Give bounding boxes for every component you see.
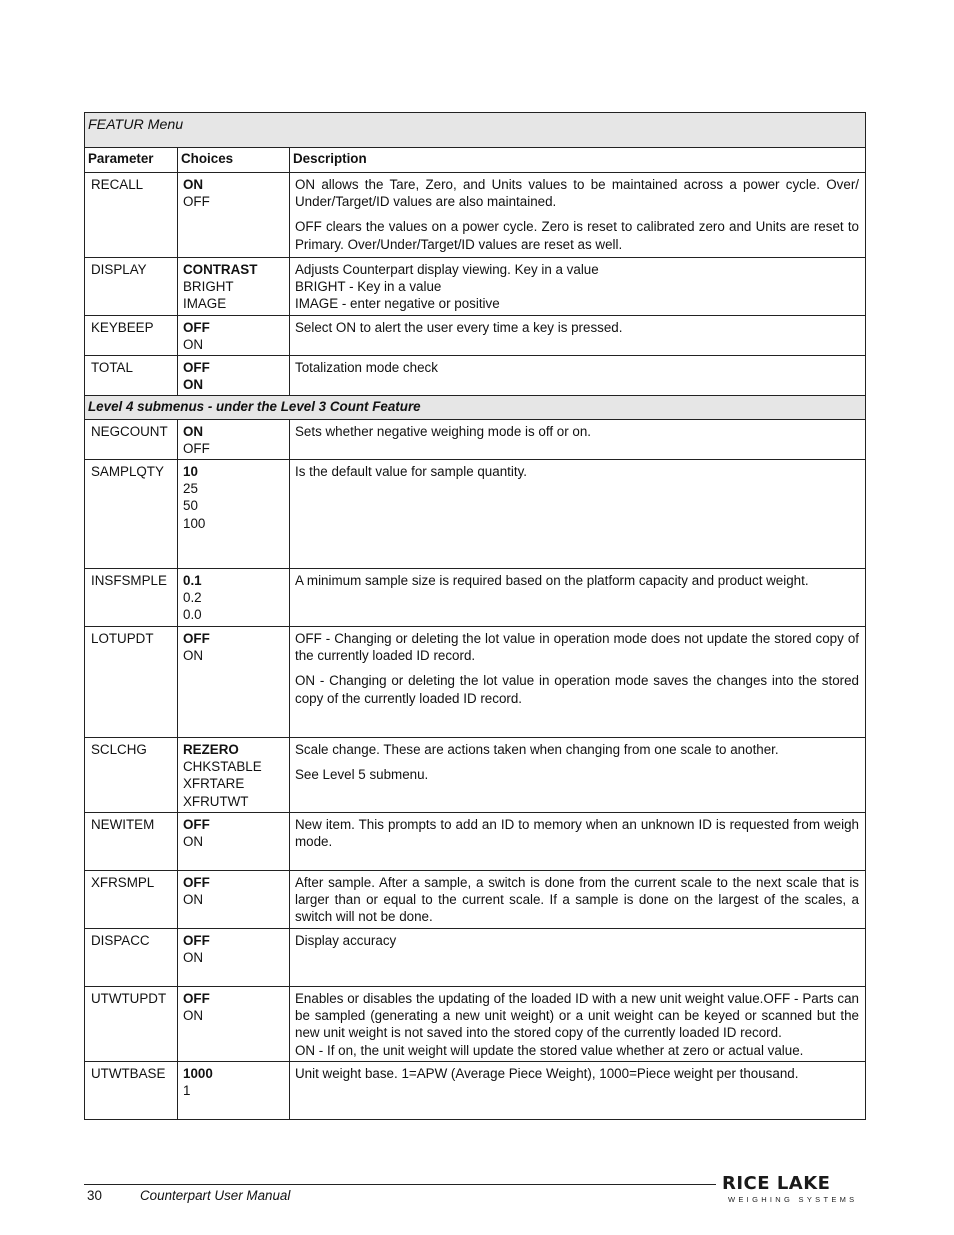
description-cell [290,929,866,987]
table-row [85,460,866,569]
choices-cell [178,420,290,460]
table-row [85,813,866,871]
parameter-cell: TOTAL [85,356,178,396]
choice-value: 0.0 [183,607,202,623]
choice-value: OFF [183,320,210,335]
description-paragraph: Enables or disables the updating of the loaded ID with a new unit weight value.OFF - Parts can be sampled (generating a new unit weight) or a unit weight can be keyed or scanned but the new unit weight is not saved into the stored copy of the currently loaded ID record. ON - If on, the unit weight will update the stored value whether at zero or actual value. [295,991,859,1058]
table-row [85,987,866,1062]
choices-cell [178,987,290,1062]
page-number: 30 [87,1188,102,1203]
description-paragraph: Adjusts Counterpart display viewing. Key in a value BRIGHT - Key in a value IMAGE - enter negative or positive [295,262,599,312]
choices-cell [178,929,290,987]
choice-value: ON [183,424,204,439]
table-row [85,173,866,258]
choice-value: XFRUTWT [183,793,249,809]
parameter-cell: SAMPLQTY [85,460,178,569]
table-row [85,569,866,627]
parameter-cell: UTWTBASE [85,1062,178,1120]
choice-value: ON [183,177,204,192]
featur-menu-table [84,112,866,1120]
table-row [85,1062,866,1120]
choice-value: 50 [183,498,198,514]
description-paragraph: Display accuracy [295,933,397,948]
manual-title: Counterpart User Manual [140,1188,291,1203]
choice-value: ON [183,950,204,966]
choice-value: OFF [183,360,210,375]
description-paragraph: ON - Changing or deleting the lot value in operation mode saves the changes into the stored copy of the currently loaded ID record. [295,673,859,706]
description-cell [290,1062,866,1120]
table-row [85,871,866,929]
choice-value: 1000 [183,1066,213,1081]
table-row [85,420,866,460]
choice-value: 0.2 [183,590,202,606]
parameter-cell: SCLCHG [85,738,178,813]
description-paragraph: See Level 5 submenu. [295,767,429,783]
choices-cell [178,316,290,356]
choices-cell [178,738,290,813]
table-title: FEATUR Menu [85,113,866,148]
header-parameter: Parameter [85,148,178,173]
choices-cell [178,356,290,396]
choice-value: OFF [183,933,210,948]
header-description: Description [290,148,866,173]
description-cell [290,258,866,316]
choice-value: ON [183,337,204,353]
description-paragraph: Sets whether negative weighing mode is off or on. [295,424,592,439]
parameter-cell: DISPACC [85,929,178,987]
parameter-cell: NEWITEM [85,813,178,871]
submenu-header: Level 4 submenus - under the Level 3 Count Feature [85,396,866,420]
choice-value: IMAGE [183,296,227,312]
description-cell [290,420,866,460]
description-paragraph: Is the default value for sample quantity. [295,464,527,479]
description-paragraph: Scale change. These are actions taken when changing from one scale to another. [295,742,779,757]
parameter-cell: LOTUPDT [85,627,178,738]
description-cell [290,627,866,738]
choices-cell [178,460,290,569]
choice-value: ON [183,834,204,850]
choice-value: 100 [183,515,206,531]
choices-cell [178,871,290,929]
table-row [85,738,866,813]
parameter-cell: XFRSMPL [85,871,178,929]
choices-cell [178,569,290,627]
choice-value: OFF [183,631,210,646]
description-paragraph: A minimum sample size is required based on the platform capacity and product weight. [295,573,809,588]
table-row [85,627,866,738]
description-paragraph: After sample. After a sample, a switch is done from the current scale to the next scale that is larger than or equal to the current scale. If a sample is done on the largest of the scales, a switch will not be done. [295,875,859,925]
choice-value: 1 [183,1083,191,1099]
choice-value: ON [183,1008,204,1024]
parameter-cell: INSFSMPLE [85,569,178,627]
description-cell [290,871,866,929]
choices-cell [178,258,290,316]
description-paragraph: Select ON to alert the user every time a key is pressed. [295,320,623,335]
description-paragraph: OFF clears the values on a power cycle. Zero is reset to calibrated zero and Units are reset to Primary. Over/Under/Target/ID values are reset as well. [295,219,859,252]
choice-value: 25 [183,481,198,497]
rice-lake-logo [722,1173,858,1207]
footer-rule [84,1184,716,1185]
choice-value: OFF [183,875,210,890]
choice-value: 10 [183,464,198,479]
description-paragraph: Unit weight base. 1=APW (Average Piece Weight), 1000=Piece weight per thousand. [295,1066,799,1081]
description-paragraph: OFF - Changing or deleting the lot value in operation mode does not update the stored copy of the currently loaded ID record. [295,631,859,664]
parameter-cell: RECALL [85,173,178,258]
description-cell [290,460,866,569]
choice-value: ON [183,377,204,393]
choice-value: OFF [183,817,210,832]
description-paragraph: ON allows the Tare, Zero, and Units values to be maintained across a power cycle. Over/ Under/Target/ID values are also maintained. [295,177,859,210]
description-paragraph: New item. This prompts to add an ID to memory when an unknown ID is requested from weigh mode. [295,817,859,850]
table-row [85,316,866,356]
choice-value: CHKSTABLE [183,759,262,775]
choice-value: OFF [183,441,210,457]
choice-value: ON [183,892,204,908]
choices-cell [178,173,290,258]
parameter-cell: UTWTUPDT [85,987,178,1062]
choice-value: BRIGHT [183,279,234,295]
choice-value: OFF [183,194,210,210]
description-cell [290,173,866,258]
choice-value: OFF [183,991,210,1006]
choice-value: 0.1 [183,573,202,588]
table-row [85,356,866,396]
choice-value: ON [183,648,204,664]
header-choices: Choices [178,148,290,173]
choices-cell [178,627,290,738]
logo-subtext: WEIGHING SYSTEMS [728,1195,858,1204]
logo-wordmark: RICE LAKE [722,1173,831,1194]
description-cell [290,316,866,356]
description-cell [290,738,866,813]
parameter-cell: KEYBEEP [85,316,178,356]
parameter-cell: NEGCOUNT [85,420,178,460]
description-cell [290,356,866,396]
table-row [85,929,866,987]
description-cell [290,987,866,1062]
choice-value: REZERO [183,742,239,757]
choice-value: CONTRAST [183,262,258,277]
description-cell [290,569,866,627]
description-paragraph: Totalization mode check [295,360,438,375]
choice-value: XFRTARE [183,776,245,792]
table-row [85,258,866,316]
choices-cell [178,1062,290,1120]
description-cell [290,813,866,871]
choices-cell [178,813,290,871]
parameter-cell: DISPLAY [85,258,178,316]
